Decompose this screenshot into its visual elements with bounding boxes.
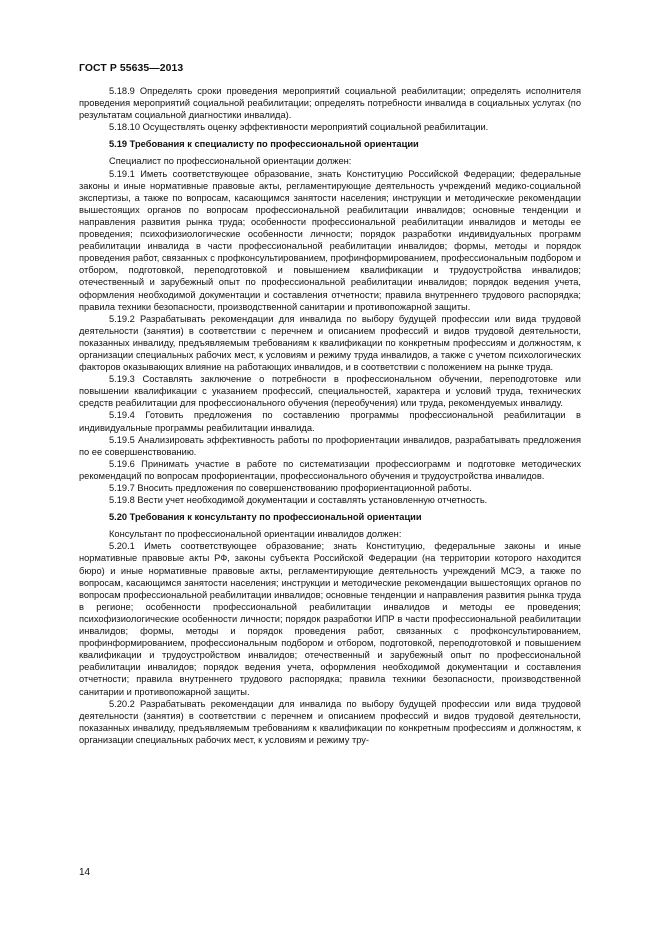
paragraph-5-19-7: 5.19.7 Вносить предложения по совершенствованию профориентационной работы. [109,483,472,493]
paragraph-5-19-8: 5.19.8 Вести учет необходимой документации и составлять установленную отчетность. [109,495,488,506]
paragraph-intro-5-20: Консультант по профессиональной ориентации инвалидов должен: [109,529,402,540]
paragraph-5-19-3: 5.19.3 Составлять заключение о потребности в профессиональном обучении, переподготовке или повышении квалификации с указанием профессий, специальностей, характера и условий труда, технических средств реабилитации для профессионального обучения (переобучения) или труда, рекомендуемых инвалиду. [79,374,581,409]
page-number: 14 [79,867,91,878]
paragraph-5-18-10: 5.18.10 Осуществлять оценку эффективности мероприятий социальной реабилитации. [109,122,489,133]
paragraph-5-19-5: 5.19.5 Анализировать эффективность работы по профориентации инвалидов, разрабатывать предложения по ее совершенствованию. [79,434,581,457]
document-header: ГОСТ Р 55635—2013 [79,63,184,74]
paragraph-5-18-9: 5.18.9 Определять сроки проведения мероприятий социальной реабилитации; определять исполнителя проведения мероприятий социальной реабилитации; определять потребности инвалида в социальных услугах (по результатам социальной диагностики инвалида). [79,86,581,121]
document-body [79,85,581,746]
section-heading-5-20: 5.20 Требования к консультанту по профессиональной ориентации [109,512,422,523]
paragraph-5-20-2: 5.20.2 Разрабатывать рекомендации для инвалида по выбору будущей профессии или вида трудовой деятельности (занятия) в соответствии с перечнем и описанием профессий и видов трудовой деятельности, показанных инвалиду, предъявляемым требованиям к квалификации по конкретным профессиям и должностям, к организации специальных рабочих мест, к условиям и режиму тру- [79,698,581,745]
paragraph-5-19-1: 5.19.1 Иметь соответствующее образование, знать Конституцию Российской Федерации; федеральные законы и иные нормативные правовые акты, регламентирующие деятельность учреждений медико-социальной экспертизы, а также по вопросам, касающимся занятости населения; инструкции и методические рекомендации вышестоящих органов по вопросам профессиональной реабилитации инвалидов; основные тенденции и направления развития рынка труда; особенности профессиональной реабилитации инвалидов и методы ее проведения; психофизиологические особенности личности; порядок разработки индивидуальных программ реабилитации инвалида в части профессиональной реабилитации инвалидов; формы, методы и порядок проведения работ, связанных с профконсультированием, профинформированием, профессиональным подбором и отбором, подготовкой, переподготовкой и повышением квалификации и трудоустройства инвалидов; отечественный и зарубежный опыт по профессиональной реабилитации инвалидов; порядок ведения учета, оформления необходимой документации и составления отчетности; правила внутреннего трудового распорядка; правила техники безопасности, производственной санитарии и противопожарной защиты. [79,168,581,312]
paragraph-5-19-2: 5.19.2 Разрабатывать рекомендации для инвалида по выбору будущей профессии или вида трудовой деятельности (занятия) в соответствии с перечнем и описанием профессий и видов трудовой деятельности, показанных инвалиду, предъявляемым требованиям к квалификации по конкретным профессиям и должностям, к организации специальных рабочих мест, к условиям и режиму труда инвалидов, а также с учетом психологических факторов оказывающих влияние на работающих инвалидов, и в соответствии с положением на рынке труда. [79,313,581,373]
paragraph-intro-5-19: Специалист по профессиональной ориентации должен: [109,156,352,167]
paragraph-5-20-1: 5.20.1 Иметь соответствующее образование; знать Конституцию, федеральные законы и иные нормативные правовые акты РФ, законы субъекта Российской Федерации (на территории которого находится бюро) и иные нормативные правовые акты, регламентирующие деятельность учреждений МСЭ, а также по вопросам, касающимся занятости населения; инструкции и методические рекомендации вышестоящих органов по вопросам профессиональной реабилитации инвалидов; основные тенденции и направления развития рынка труда в регионе; особенности профессиональной реабилитации инвалидов и методы ее проведения; психофизиологические особенности личности; порядок разработки ИПР в части профессиональной реабилитации инвалидов; формы, методы и порядок проведения работ, связанных с профконсультированием, профинформированием, профессиональным подбором и отбором, подготовкой, переподготовкой и повышением квалификации и трудоустройством инвалидов; отечественный и зарубежный опыт по профессиональной реабилитации инвалидов; порядок ведения учета, оформления необходимой документации и составления отчетности; правила внутреннего трудового распорядка; правила техники безопасности, производственной санитарии и противопожарной защиты. [79,541,581,697]
paragraph-5-19-4: 5.19.4 Готовить предложения по составлению программы профессиональной реабилитации в индивидуальные программы реабилитации инвалида. [79,410,581,433]
section-heading-5-19: 5.19 Требования к специалисту по профессиональной ориентации [109,139,419,150]
paragraph-5-19-6: 5.19.6 Принимать участие в работе по систематизации профессиограмм и подготовке методических рекомендаций по вопросам профориентации, профессионального обучения и трудоустройства инвалидов. [79,458,581,481]
